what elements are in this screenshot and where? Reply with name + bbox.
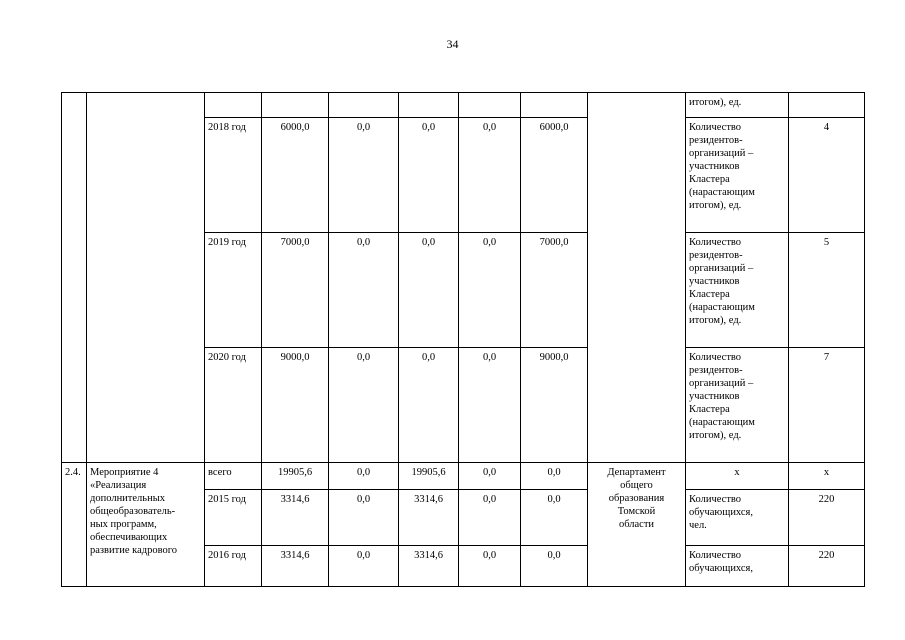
- funding-cell-2: 0,0: [329, 348, 399, 463]
- period-cell: 2018 год: [205, 118, 262, 233]
- indicator-cell: итогом), ед.: [686, 93, 789, 118]
- funding-cell-5: 6000,0: [521, 118, 588, 233]
- funding-cell-4: 0,0: [459, 463, 521, 490]
- funding-cell-3: [399, 93, 459, 118]
- executor-cell: [588, 93, 686, 463]
- row-number-cell: [62, 93, 87, 463]
- target-value-cell: 5: [789, 233, 865, 348]
- funding-cell-3: 3314,6: [399, 490, 459, 546]
- funding-cell-3: 0,0: [399, 118, 459, 233]
- funding-cell-3: 0,0: [399, 233, 459, 348]
- funding-cell-5: [521, 93, 588, 118]
- funding-cell-1: 19905,6: [262, 463, 329, 490]
- indicator-cell: Количество обучающихся,: [686, 546, 789, 587]
- target-value-cell: 220: [789, 546, 865, 587]
- funding-cell-5: 7000,0: [521, 233, 588, 348]
- funding-cell-1: 7000,0: [262, 233, 329, 348]
- period-cell: 2020 год: [205, 348, 262, 463]
- program-table: [61, 92, 865, 587]
- indicator-cell: Количество резидентов- организаций – участников Кластера (нарастающим итогом), ед.: [686, 233, 789, 348]
- period-cell: 2019 год: [205, 233, 262, 348]
- funding-cell-1: [262, 93, 329, 118]
- target-value-cell: 7: [789, 348, 865, 463]
- target-value-cell: 4: [789, 118, 865, 233]
- funding-cell-4: 0,0: [459, 490, 521, 546]
- funding-cell-5: 0,0: [521, 490, 588, 546]
- funding-cell-4: 0,0: [459, 348, 521, 463]
- period-cell: всего: [205, 463, 262, 490]
- funding-cell-2: 0,0: [329, 118, 399, 233]
- target-value-cell: 220: [789, 490, 865, 546]
- period-cell: 2015 год: [205, 490, 262, 546]
- funding-cell-4: 0,0: [459, 233, 521, 348]
- table-row: [62, 93, 865, 118]
- funding-cell-2: 0,0: [329, 490, 399, 546]
- row-number-cell: 2.4.: [62, 463, 87, 587]
- funding-cell-2: 0,0: [329, 546, 399, 587]
- funding-cell-1: 9000,0: [262, 348, 329, 463]
- target-value-cell: x: [789, 463, 865, 490]
- funding-cell-3: 19905,6: [399, 463, 459, 490]
- funding-cell-1: 3314,6: [262, 546, 329, 587]
- indicator-cell: x: [686, 463, 789, 490]
- funding-cell-2: 0,0: [329, 233, 399, 348]
- period-cell: [205, 93, 262, 118]
- funding-cell-5: 0,0: [521, 546, 588, 587]
- funding-cell-3: 3314,6: [399, 546, 459, 587]
- measure-name-cell: [87, 93, 205, 463]
- table-row: [62, 463, 865, 490]
- funding-cell-5: 0,0: [521, 463, 588, 490]
- funding-cell-1: 6000,0: [262, 118, 329, 233]
- page-number: 34: [446, 37, 459, 51]
- indicator-cell: Количество резидентов- организаций – участников Кластера (нарастающим итогом), ед.: [686, 118, 789, 233]
- indicator-cell: Количество обучающихся, чел.: [686, 490, 789, 546]
- funding-cell-4: 0,0: [459, 546, 521, 587]
- indicator-cell: Количество резидентов- организаций – участников Кластера (нарастающим итогом), ед.: [686, 348, 789, 463]
- funding-cell-3: 0,0: [399, 348, 459, 463]
- funding-cell-5: 9000,0: [521, 348, 588, 463]
- executor-cell: Департамент общего образования Томской области: [588, 463, 686, 587]
- funding-cell-2: [329, 93, 399, 118]
- funding-cell-1: 3314,6: [262, 490, 329, 546]
- funding-cell-4: [459, 93, 521, 118]
- funding-cell-2: 0,0: [329, 463, 399, 490]
- measure-name-cell: Мероприятие 4 «Реализация дополнительных общеобразователь- ных программ, обеспечивающих развитие кадрового: [87, 463, 205, 587]
- period-cell: 2016 год: [205, 546, 262, 587]
- target-value-cell: [789, 93, 865, 118]
- funding-cell-4: 0,0: [459, 118, 521, 233]
